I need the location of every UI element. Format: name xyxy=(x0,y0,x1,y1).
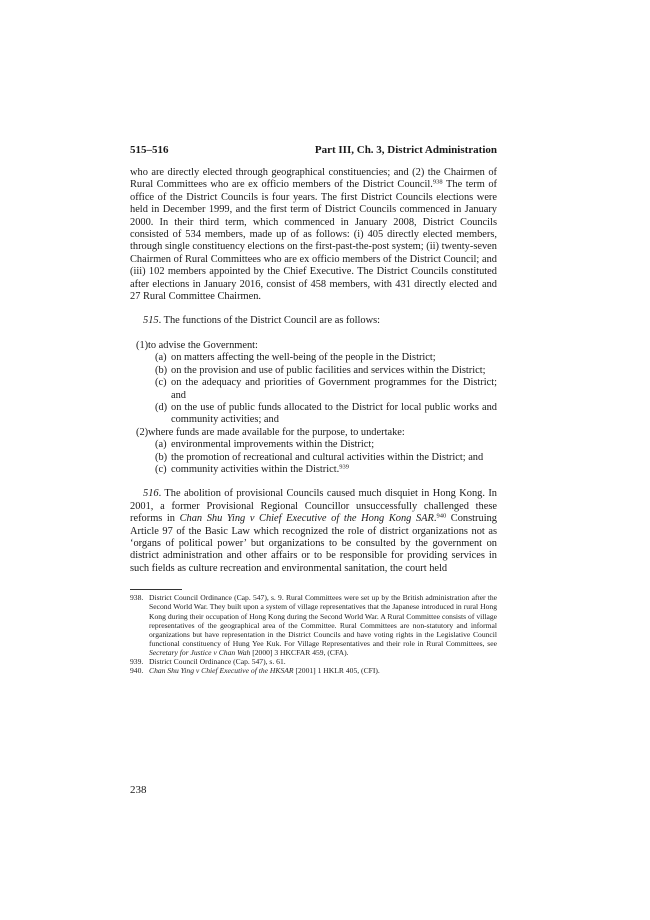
footnote-940: 940. Chan Shu Ying v Chief Executive of the HKSAR [2001] 1 HKLR 405, (CFI). xyxy=(130,666,380,676)
header-chapter-title: Part III, Ch. 3, District Administration xyxy=(314,144,497,156)
footnote-ref-938: 938 xyxy=(432,178,443,186)
footnotes xyxy=(130,593,497,675)
page-body xyxy=(130,144,497,676)
paragraph-516: 516. The abolition of provisional Councils caused much disquiet in Hong Kong. In 2001, a former Provisional Regional Councillor unsuccessfully challenged these reforms in Chan Shu Ying v Chief Executive of the Hong Kong SAR.$^{940}$ Construing Article 97 of the Basic Law which recognized the role of district organizations not as ‘organs of political power’ but organizations to be consulted by the government on district administration and other affairs or to be responsible for providing services in such fields as culture recreation and environmental sanitation, the court held xyxy=(130,488,497,574)
paragraph-number: 516 xyxy=(143,488,159,500)
list-subitem: (c) on the adequacy and priorities of Government programmes for the District; and xyxy=(155,377,497,401)
list-subitem: (a) on matters affecting the well-being of the people in the District; xyxy=(155,352,436,364)
footnote-939: 939. District Council Ordinance (Cap. 547), s. 61. xyxy=(130,657,286,667)
list-subitem: (c) community activities within the District.$^{939}$ xyxy=(155,463,349,475)
list-item-1: (1) to advise the Government: xyxy=(136,339,258,351)
list-subitem: (b) the promotion of recreational and cultural activities within the District; and xyxy=(155,451,484,463)
case-name: Chan Shu Ying v Chief Executive of the Hong Kong SAR xyxy=(179,513,434,525)
footnote-938: 938. District Council Ordinance (Cap. 547), s. 9. Rural Committees were set up by the British administration after the Second World War. They built upon a system of village representatives that the Japanese introduced in rural Hong Kong during their occupation of Hong Kong during the Second World War. A Rural Committee consists of village representatives of the geographical area of the Committee. Rural Committees are non-statutory and informal organizations but have representation in the District Councils and have voting rights in the Legislative Council functional constituency of Hung Yee Kuk. For Village Representatives and their role in Rural Committees, see Secretary for Justice v Chan Wah [2000] 3 HKCFAR 459, (CFA). xyxy=(130,593,497,658)
running-header xyxy=(130,144,497,157)
case-name: Secretary for Justice v Chan Wah xyxy=(149,648,251,658)
footnote-ref-940: 940 xyxy=(436,512,447,520)
footnote-divider xyxy=(130,589,182,590)
functions-list xyxy=(130,340,497,476)
list-item-2: (2) where funds are made available for the purpose, to undertake: xyxy=(136,426,405,438)
page-number: 238 xyxy=(130,784,147,796)
list-subitem: (d) on the use of public funds allocated to the District for local public works and community activities; and xyxy=(155,401,497,426)
paragraph-515: 515. The functions of the District Council are as follows: xyxy=(143,315,381,327)
paragraph-number: 515 xyxy=(143,315,159,327)
paragraph-continued: who are directly elected through geographical constituencies; and (2) the Chairmen of Rural Committees who are ex officio members of the District Council.$^{938}$ The term of office of the District Councils is four years. The first District Councils elections were held in December 1999, and the first term of District Councils commenced in January 2000. In their third term, which commenced in January 2008, District Councils consisted of 534 members, made up of as follows: (i) 405 directly elected members, through single constituency elections on the first-past-the-post system; (ii) twenty-seven Chairmen of Rural Committees who are ex officio members of the District Council; and (iii) 102 members appointed by the Chief Executive. The District Councils constituted after elections in January 2016, consist of 458 members, with 431 directly elected and 27 Rural Committee Chairmen. xyxy=(130,167,497,303)
list-subitem: (b) on the provision and use of public facilities and services within the District; xyxy=(155,364,486,376)
header-section-range: 515–516 xyxy=(130,144,169,156)
footnote-ref-939: 939 xyxy=(339,463,349,471)
case-name: Chan Shu Ying v Chief Executive of the HKSAR xyxy=(149,666,294,676)
list-subitem: (a) environmental improvements within the District; xyxy=(155,439,375,451)
main-text xyxy=(130,167,497,575)
